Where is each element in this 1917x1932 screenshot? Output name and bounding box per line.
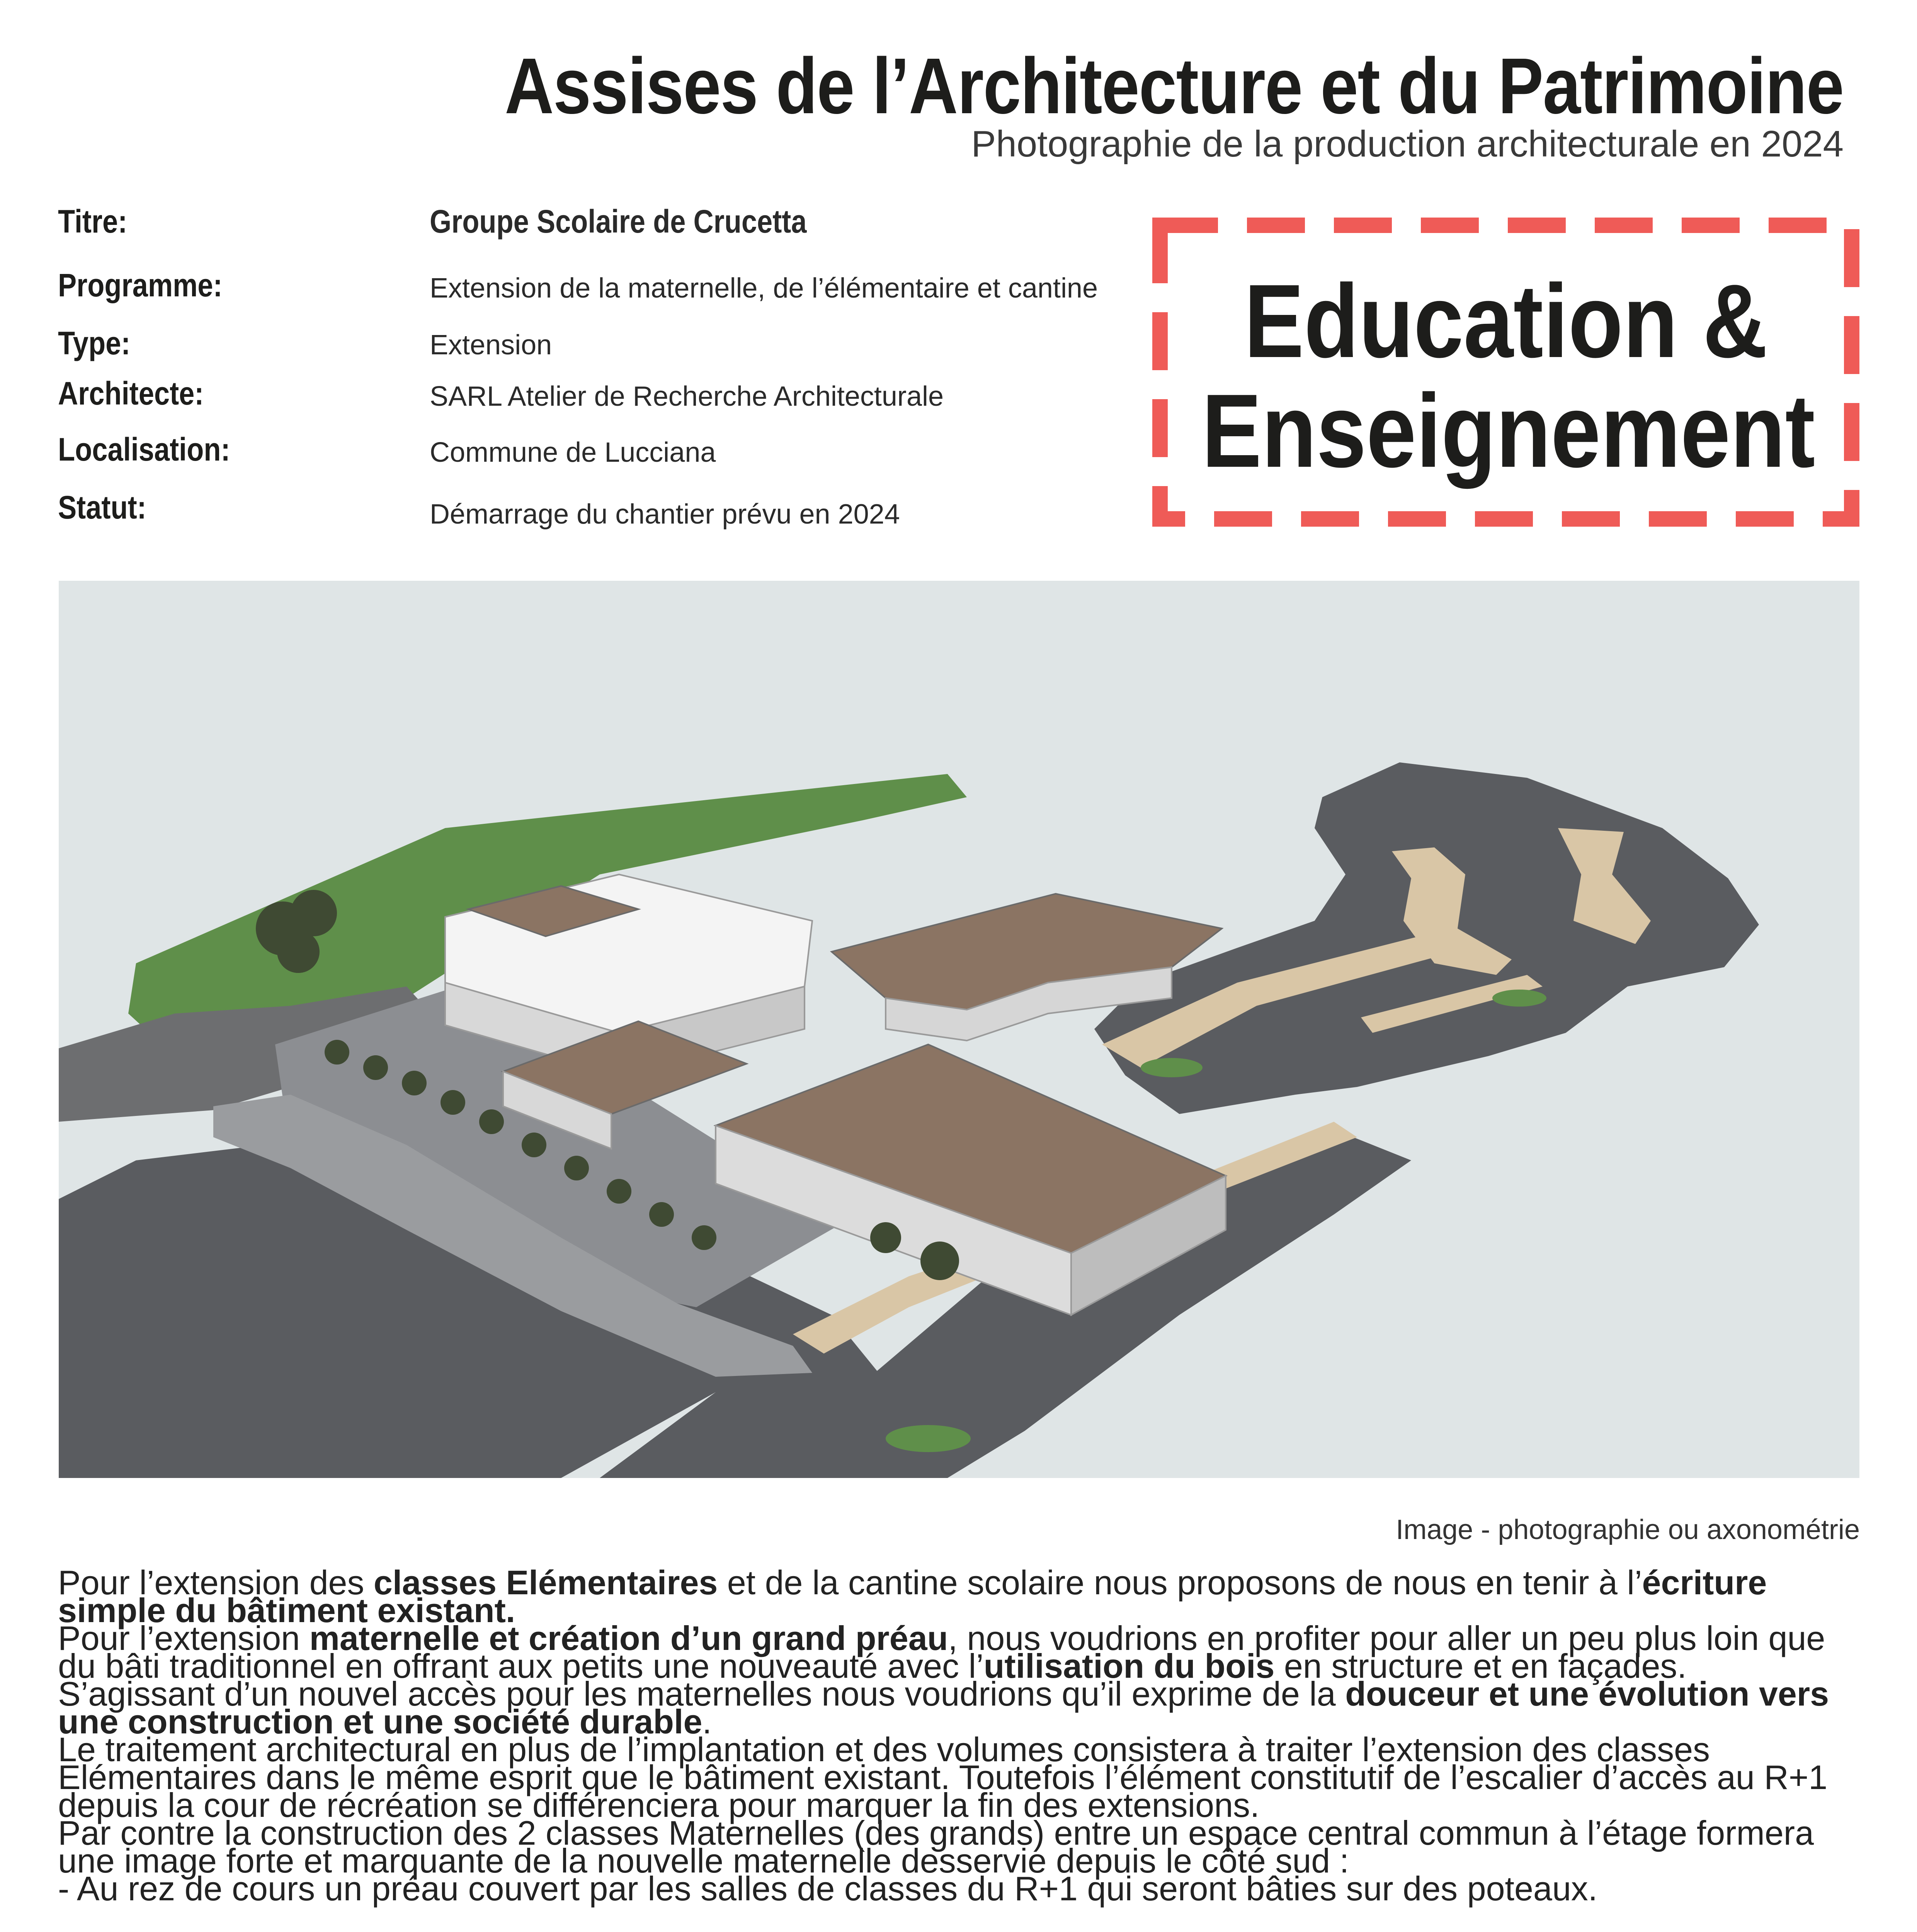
paragraph	[58, 1563, 1866, 1629]
text-run-bold: maternelle et création d’un grand préau	[309, 1619, 948, 1657]
project-description	[58, 1563, 1866, 1908]
field-label-localisation: Localisation:	[58, 431, 230, 468]
field-value-type: Extension	[430, 330, 552, 361]
text-run: S’agissant d’un nouvel accès pour les maternelles nous voudrions qu’il exprime de la	[58, 1675, 1345, 1713]
text-run-bold: écriture simple du bâtiment existant.	[58, 1563, 1767, 1629]
hero-axonometric-image	[59, 581, 1859, 1478]
text-run: , nous voudrions en profiter pour aller un peu plus loin que du bâti traditionnel en offrant aux petits une nouveauté avec l’	[58, 1619, 1825, 1685]
page-title: Assises de l’Architecture et du Patrimoine	[505, 42, 1844, 130]
text-run: et de la cantine scolaire nous proposons de nous en tenir à l’	[718, 1563, 1642, 1602]
text-run: Pour l’extension des	[58, 1563, 374, 1602]
paragraph	[58, 1619, 1866, 1685]
field-label-programme: Programme:	[58, 267, 223, 303]
hero-caption: Image - photographie ou axonométrie	[1396, 1514, 1860, 1545]
paragraph	[58, 1675, 1866, 1741]
field-value-architecte: SARL Atelier de Recherche Architecturale	[430, 381, 944, 412]
page-subtitle: Photographie de la production architecturale en 2024	[971, 123, 1844, 165]
field-label-titre: Titre:	[58, 203, 128, 240]
field-value-localisation: Commune de Lucciana	[430, 437, 716, 468]
category-label	[1202, 263, 1815, 489]
category-line-1: Education &	[1244, 263, 1768, 379]
field-label-statut: Statut:	[58, 489, 146, 526]
category-line-2: Enseignement	[1202, 372, 1815, 489]
paragraph: - Au rez de cours un préau couvert par les salles de classes du R+1 qui seront bâties sur des poteaux.	[58, 1869, 1598, 1908]
text-run: Pour l’extension	[58, 1619, 310, 1657]
paragraph: Par contre la construction des 2 classes Maternelles (des grands) entre un espace central commun à l’étage formera une image forte et marquante de la nouvelle maternelle desservie depuis le côté sud :	[58, 1814, 1814, 1880]
field-value-programme: Extension de la maternelle, de l’élémentaire et cantine	[430, 273, 1098, 304]
text-run: en structure et en façades.	[1274, 1647, 1687, 1685]
field-value-titre: Groupe Scolaire de Crucetta	[430, 203, 807, 240]
text-run: .	[702, 1702, 712, 1741]
field-label-architecte: Architecte:	[58, 375, 204, 412]
text-run-bold: classes Elémentaires	[373, 1563, 718, 1602]
field-value-statut: Démarrage du chantier prévu en 2024	[430, 499, 900, 530]
text-run-bold: douceur et une évolution vers une construction et une société durable	[58, 1675, 1829, 1741]
text-run-bold: utilisation du bois	[983, 1647, 1275, 1685]
field-label-type: Type:	[58, 325, 131, 361]
paragraph: Le traitement architectural en plus de l’implantation et des volumes consistera à traiter l’extension des classes Elémentaires dans le même esprit que le bâtiment existant. Toutefois l’élément constitutif de l’escalier d’accès au R+1 depuis la cour de récréation se différenciera pour marquer la fin des extensions.	[58, 1730, 1828, 1824]
